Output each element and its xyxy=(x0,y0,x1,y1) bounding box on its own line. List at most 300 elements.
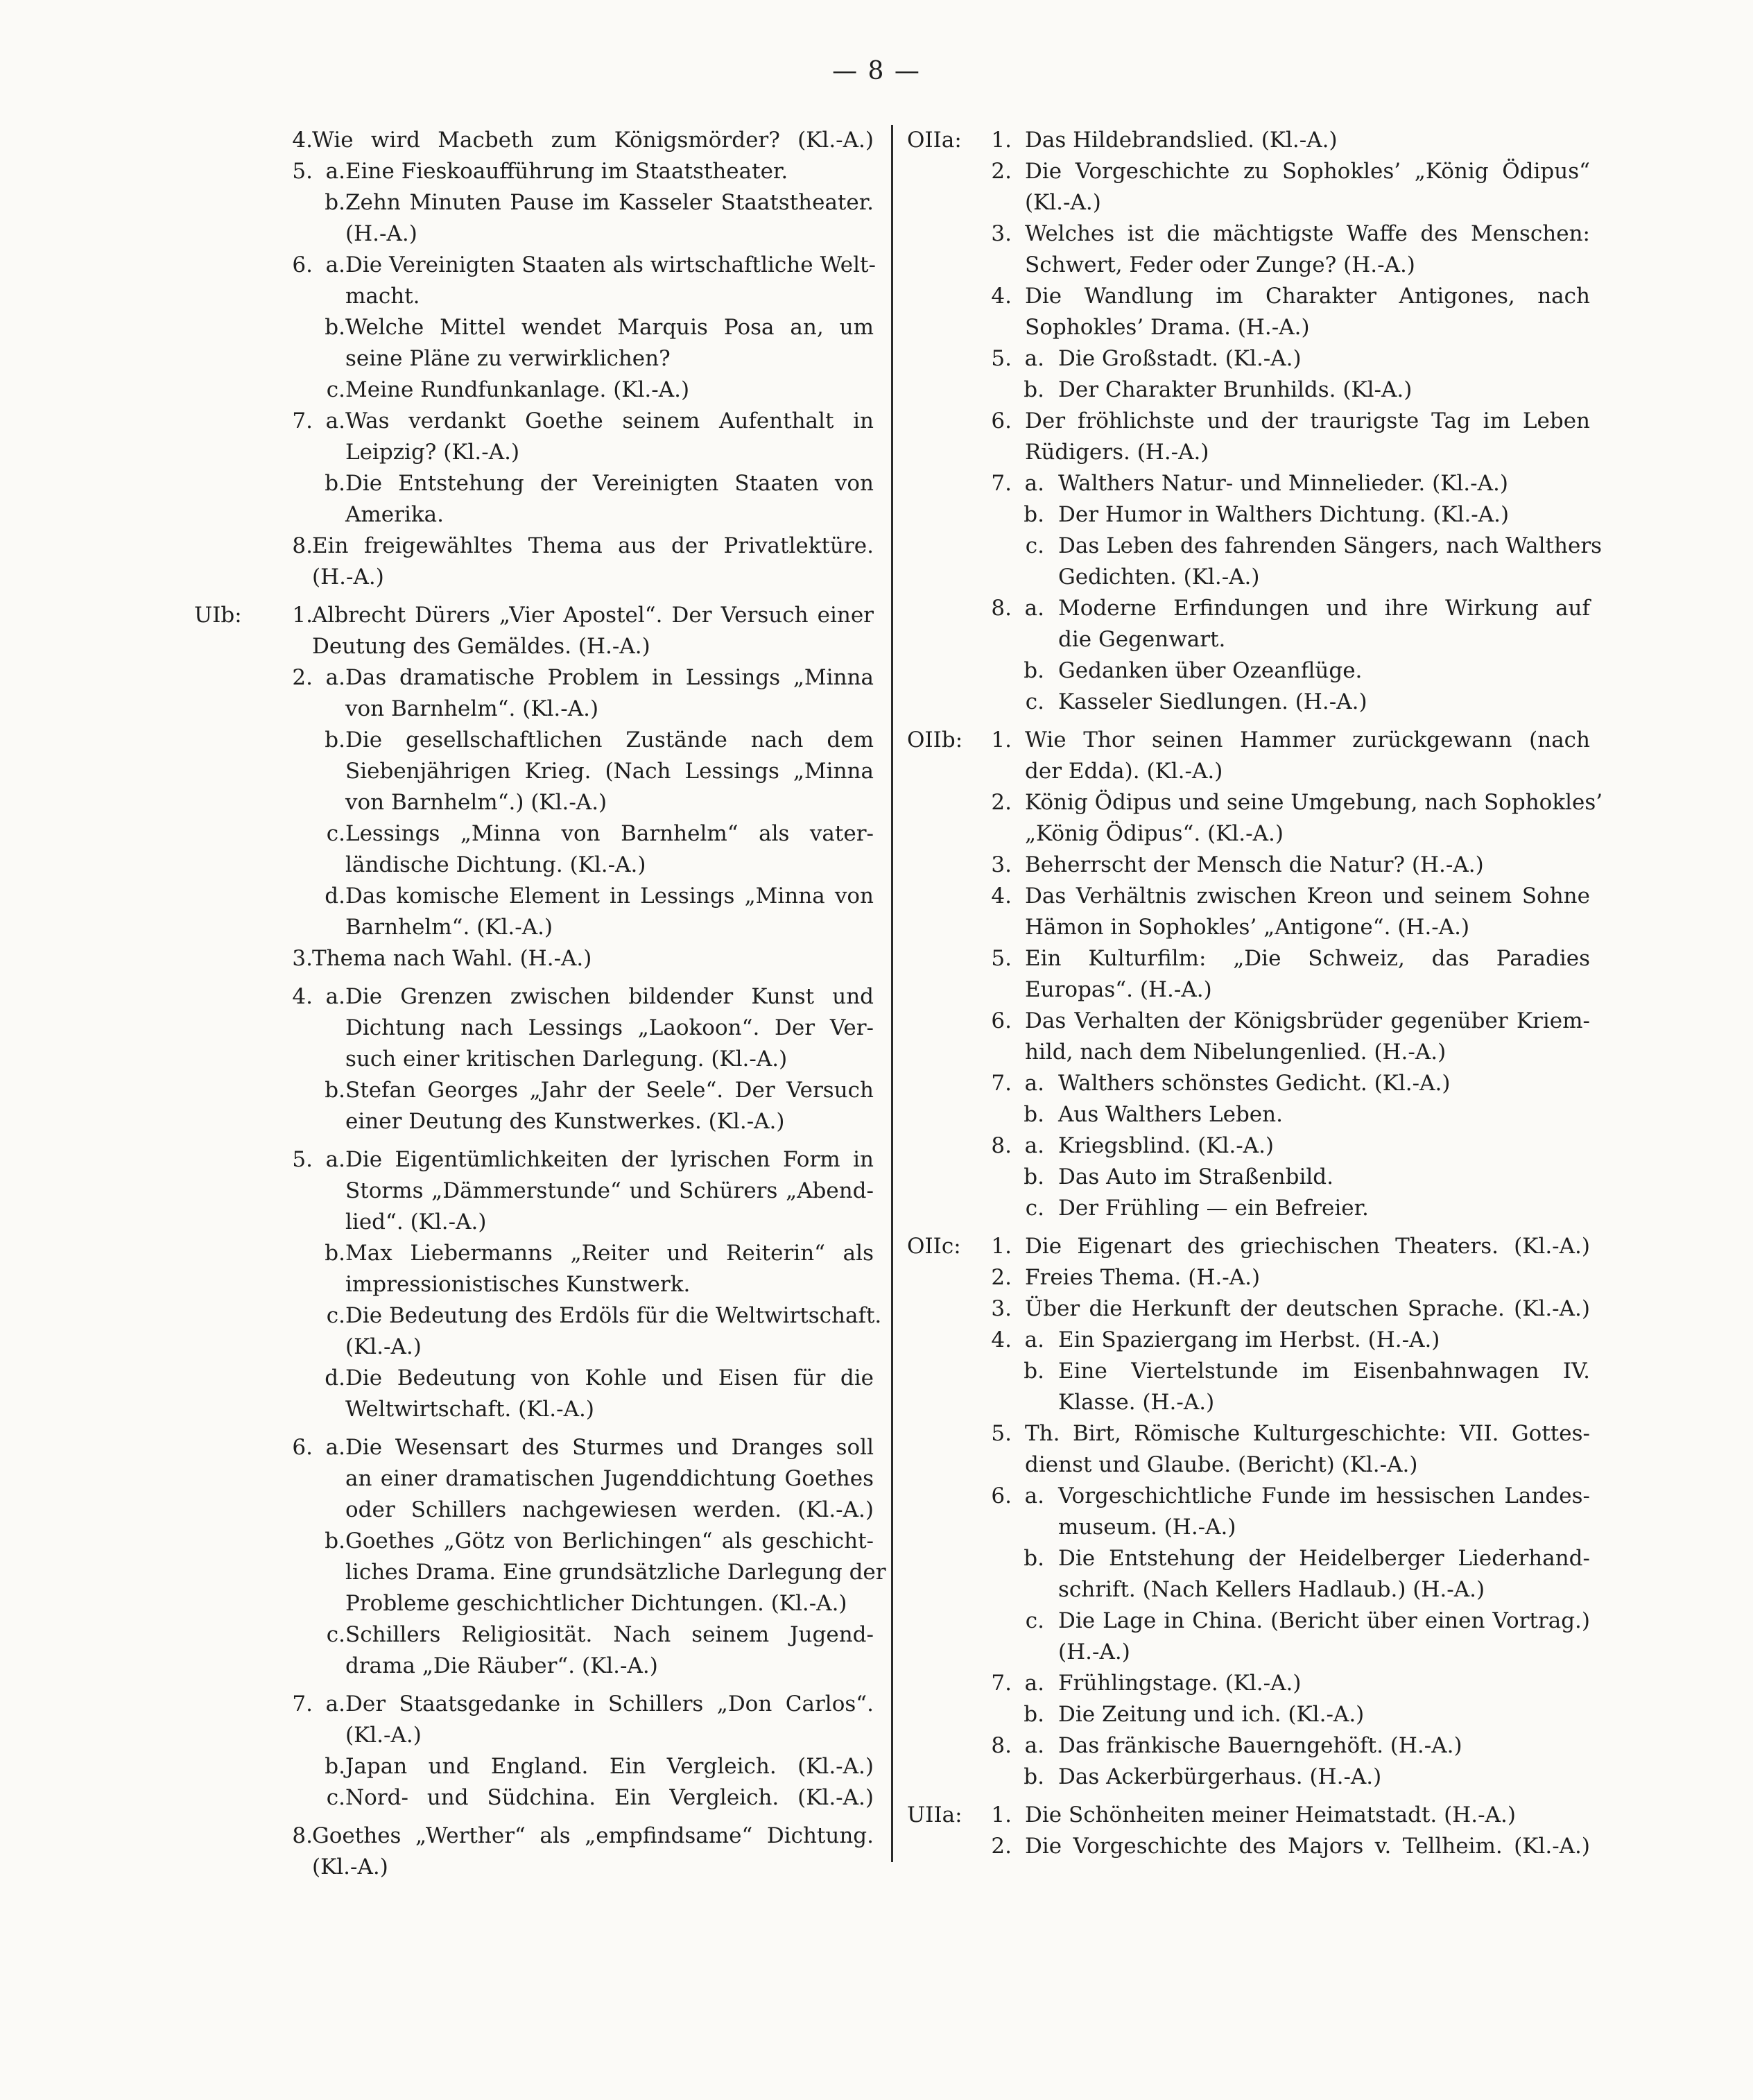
item-text: Stefan Georges „Jahr der Seele“. Der Versuch xyxy=(345,1078,874,1103)
item-text: Die Vorgeschichte zu Sophokles’ „König Ödipus“ xyxy=(1025,159,1590,184)
text-line xyxy=(194,156,874,187)
item-text: Über die Herkunft der deutschen Sprache. (Kl.-A.) xyxy=(1025,1296,1590,1321)
item-letter: b. xyxy=(325,1241,345,1266)
text-line xyxy=(907,1099,1590,1130)
item-text: (H.-A.) xyxy=(312,565,384,589)
item-text: Wie wird Macbeth zum Königsmörder? (Kl.-A.) xyxy=(312,128,874,153)
item-letter: a. xyxy=(325,665,345,690)
class-label: UIIa: xyxy=(907,1802,962,1827)
text-line xyxy=(907,1262,1590,1293)
text-line xyxy=(194,1238,874,1269)
text-line xyxy=(907,281,1590,312)
item-text: Schillers Religiosität. Nach seinem Jugend- xyxy=(345,1622,874,1647)
item-text: Der fröhlichste und der traurigste Tag im Leben xyxy=(1025,408,1590,433)
text-line xyxy=(194,981,874,1013)
item-text: hild, nach dem Nibelungenlied. (H.-A.) xyxy=(1025,1040,1447,1065)
text-line xyxy=(907,375,1590,406)
item-letter: a. xyxy=(325,1692,345,1716)
item-text: Vorgeschichtliche Funde im hessischen Landes- xyxy=(1058,1483,1590,1508)
item-number: 6. xyxy=(991,1483,1012,1508)
item-number: 8. xyxy=(991,596,1012,621)
item-text: Die Schönheiten meiner Heimatstadt. (H.-A.) xyxy=(1025,1802,1516,1827)
item-number: 3. xyxy=(991,221,1012,246)
text-line xyxy=(194,1269,874,1300)
item-text: impressionistisches Kunstwerk. xyxy=(345,1272,691,1297)
text-line xyxy=(194,1463,874,1495)
item-text: Th. Birt, Römische Kulturgeschichte: VII. Gottes- xyxy=(1025,1421,1590,1446)
item-letter: b. xyxy=(325,728,345,752)
item-text: (Kl.-A.) xyxy=(345,1723,422,1748)
item-number: 7. xyxy=(991,1671,1012,1696)
item-number: 6. xyxy=(292,1435,313,1460)
text-line xyxy=(907,1130,1590,1162)
item-text: Das Ackerbürgerhaus. (H.-A.) xyxy=(1058,1764,1382,1789)
text-line xyxy=(194,499,874,531)
text-line xyxy=(907,1037,1590,1068)
item-text: Die Eigenart des griechischen Theaters. (Kl.-A.) xyxy=(1025,1234,1590,1259)
text-line xyxy=(194,694,874,725)
text-line xyxy=(194,406,874,437)
text-line xyxy=(194,943,874,974)
item-text: Nord- und Südchina. Ein Vergleich. (Kl.-A.) xyxy=(345,1785,874,1810)
text-line xyxy=(907,756,1590,787)
text-line xyxy=(907,787,1603,818)
item-number: 6. xyxy=(991,1008,1012,1033)
text-line xyxy=(907,187,1590,218)
text-line xyxy=(194,1651,874,1682)
text-line xyxy=(907,1574,1590,1606)
text-line xyxy=(907,156,1590,187)
item-text: Das Leben des fahrenden Sängers, nach Walthers xyxy=(1058,533,1603,558)
item-text: Rüdigers. (H.-A.) xyxy=(1025,440,1209,465)
item-letter: b. xyxy=(1024,1702,1044,1727)
item-number: 4. xyxy=(991,1327,1012,1352)
text-line xyxy=(194,1751,874,1782)
text-line xyxy=(907,1449,1590,1481)
item-letter: b. xyxy=(325,1078,345,1103)
item-text: Max Liebermanns „Reiter und Reiterin“ als xyxy=(345,1241,874,1266)
text-line xyxy=(907,1293,1590,1325)
class-label: OIIb: xyxy=(907,728,963,752)
item-letter: b. xyxy=(325,190,345,215)
item-text: (Kl.-A.) xyxy=(312,1854,388,1879)
text-line xyxy=(907,912,1590,943)
item-letter: a. xyxy=(1024,1483,1044,1508)
item-text: die Gegenwart. xyxy=(1058,627,1226,652)
item-letter: a. xyxy=(325,1435,345,1460)
item-letter: c. xyxy=(1025,1608,1044,1633)
text-line xyxy=(194,1207,874,1238)
item-text: Eine Fieskoaufführung im Staatstheater. xyxy=(345,159,788,184)
item-letter: c. xyxy=(1025,533,1044,558)
item-text: Die Vereinigten Staaten als wirtschaftliche Welt- xyxy=(345,252,876,277)
text-line xyxy=(194,912,874,943)
class-label: UIb: xyxy=(194,603,242,628)
item-text: König Ödipus und seine Umgebung, nach Sophokles’ xyxy=(1025,790,1603,815)
text-line xyxy=(194,725,874,756)
item-number: 5. xyxy=(292,1147,313,1172)
text-line xyxy=(194,631,874,662)
item-letter: b. xyxy=(1024,1359,1044,1384)
item-letter: c. xyxy=(326,377,345,402)
item-number: 3. xyxy=(991,852,1012,877)
text-line xyxy=(907,125,1590,156)
item-letter: a. xyxy=(325,159,345,184)
class-label: OIIa: xyxy=(907,128,962,153)
right-column xyxy=(907,125,1603,1862)
item-text: Freies Thema. (H.-A.) xyxy=(1025,1265,1261,1290)
text-line xyxy=(194,531,874,562)
item-number: 1. xyxy=(292,603,313,628)
item-letter: c. xyxy=(326,1622,345,1647)
text-line xyxy=(907,818,1590,850)
item-letter: b. xyxy=(1024,658,1044,683)
item-text: Hämon in Sophokles’ „Antigone“. (H.-A.) xyxy=(1025,915,1470,940)
text-line xyxy=(194,1782,874,1814)
item-text: Ein Spaziergang im Herbst. (H.-A.) xyxy=(1058,1327,1440,1352)
item-text: Das Auto im Straßenbild. xyxy=(1058,1164,1333,1189)
item-text: Die Bedeutung von Kohle und Eisen für die xyxy=(345,1366,874,1391)
item-text: Die Entstehung der Vereinigten Staaten von xyxy=(345,471,874,496)
item-letter: b. xyxy=(1024,1102,1044,1127)
item-number: 1. xyxy=(991,1234,1012,1259)
item-letter: a. xyxy=(1024,1327,1044,1352)
item-text: museum. (H.-A.) xyxy=(1058,1515,1236,1540)
item-text: Das Verhalten der Königsbrüder gegenüber Kriem- xyxy=(1025,1008,1590,1033)
text-line xyxy=(194,281,874,312)
item-text: Der Frühling — ein Befreier. xyxy=(1058,1196,1369,1221)
item-text: Aus Walthers Leben. xyxy=(1058,1102,1283,1127)
item-letter: a. xyxy=(1024,1071,1044,1096)
item-number: 4. xyxy=(991,284,1012,309)
item-text: von Barnhelm“. (Kl.-A.) xyxy=(345,696,599,721)
text-line xyxy=(194,187,874,218)
item-text: Europas“. (H.-A.) xyxy=(1025,977,1212,1002)
item-letter: b. xyxy=(325,315,345,340)
item-text: Zehn Minuten Pause im Kasseler Staatstheater. xyxy=(345,190,874,215)
item-text: Das fränkische Bauerngehöft. (H.-A.) xyxy=(1058,1733,1462,1758)
text-line xyxy=(194,1106,874,1137)
item-text: (Kl.-A.) xyxy=(1025,190,1101,215)
item-text: Der Charakter Brunhilds. (Kl-A.) xyxy=(1058,377,1413,402)
item-text: Was verdankt Goethe seinem Aufenthalt in xyxy=(345,408,874,433)
item-text: dienst und Glaube. (Bericht) (Kl.-A.) xyxy=(1025,1452,1418,1477)
item-number: 4. xyxy=(292,128,313,153)
item-text: (H.-A.) xyxy=(1058,1639,1130,1664)
item-text: Die Zeitung und ich. (Kl.-A.) xyxy=(1058,1702,1365,1727)
text-line xyxy=(194,343,874,375)
text-line xyxy=(907,1831,1590,1862)
text-line xyxy=(194,1013,874,1044)
class-label: OIIc: xyxy=(907,1234,961,1259)
item-text: Das dramatische Problem in Lessings „Minna xyxy=(345,665,874,690)
item-text: Weltwirtschaft. (Kl.-A.) xyxy=(345,1397,594,1422)
text-line xyxy=(907,1193,1590,1224)
text-line xyxy=(194,1075,874,1106)
text-line xyxy=(194,1332,874,1363)
item-text: „König Ödipus“. (Kl.-A.) xyxy=(1025,821,1284,846)
text-line xyxy=(907,531,1603,562)
item-text: Die Eigentümlichkeiten der lyrischen Form in xyxy=(345,1147,874,1172)
text-line xyxy=(907,1730,1590,1762)
text-line xyxy=(194,1363,874,1394)
text-line xyxy=(907,1762,1590,1793)
left-column xyxy=(194,125,886,1883)
text-line xyxy=(194,1300,882,1332)
item-letter: b. xyxy=(1024,502,1044,527)
text-line xyxy=(907,1668,1590,1699)
item-number: 6. xyxy=(991,408,1012,433)
text-line xyxy=(907,1481,1590,1512)
item-text: Thema nach Wahl. (H.-A.) xyxy=(312,946,592,971)
text-line xyxy=(194,1394,874,1425)
item-text: Siebenjährigen Krieg. (Nach Lessings „Minna xyxy=(345,759,874,784)
item-text: Das komische Element in Lessings „Minna von xyxy=(345,884,874,909)
item-text: Japan und England. Ein Vergleich. (Kl.-A.) xyxy=(345,1754,874,1779)
text-line xyxy=(907,1800,1590,1831)
text-line xyxy=(194,1432,874,1463)
item-number: 7. xyxy=(991,1071,1012,1096)
item-text: Walthers Natur- und Minnelieder. (Kl.-A.) xyxy=(1058,471,1508,496)
text-line xyxy=(907,687,1590,718)
item-text: von Barnhelm“.) (Kl.-A.) xyxy=(345,790,607,815)
text-line xyxy=(194,1588,874,1619)
item-letter: d. xyxy=(325,884,345,909)
text-line xyxy=(907,1068,1590,1099)
text-line xyxy=(907,1231,1590,1262)
page-number: — 8 — xyxy=(832,57,921,85)
text-line xyxy=(907,850,1590,881)
item-number: 1. xyxy=(991,1802,1012,1827)
item-number: 6. xyxy=(292,252,313,277)
text-line xyxy=(194,1619,874,1651)
item-text: Das Verhältnis zwischen Kreon und seinem Sohne xyxy=(1025,884,1590,909)
text-line xyxy=(194,1176,874,1207)
item-number: 5. xyxy=(991,346,1012,371)
item-text: Gedanken über Ozeanflüge. xyxy=(1058,658,1363,683)
text-line xyxy=(194,1852,874,1883)
item-number: 8. xyxy=(991,1133,1012,1158)
item-text: lied“. (Kl.-A.) xyxy=(345,1210,487,1234)
item-text: ländische Dichtung. (Kl.-A.) xyxy=(345,852,646,877)
text-line xyxy=(907,562,1590,593)
item-text: Der Staatsgedanke in Schillers „Don Carlos“. xyxy=(345,1692,874,1716)
item-text: an einer dramatischen Jugenddichtung Goethes xyxy=(345,1466,874,1491)
text-line xyxy=(194,662,874,694)
text-line xyxy=(907,250,1590,281)
item-number: 7. xyxy=(292,408,313,433)
item-text: Leipzig? (Kl.-A.) xyxy=(345,440,520,465)
item-number: 5. xyxy=(991,1421,1012,1446)
item-number: 4. xyxy=(292,984,313,1009)
text-line xyxy=(194,1720,874,1751)
text-line xyxy=(907,1637,1590,1668)
item-letter: b. xyxy=(1024,1546,1044,1571)
text-line xyxy=(907,974,1590,1006)
item-text: Walthers schönstes Gedicht. (Kl.-A.) xyxy=(1058,1071,1451,1096)
text-line xyxy=(194,600,874,631)
text-line xyxy=(194,850,874,881)
item-letter: a. xyxy=(325,408,345,433)
text-line xyxy=(194,756,874,787)
item-letter: a. xyxy=(325,984,345,1009)
text-line xyxy=(907,1699,1590,1730)
text-line xyxy=(907,624,1590,655)
text-line xyxy=(907,1006,1590,1037)
text-line xyxy=(907,437,1590,468)
item-text: macht. xyxy=(345,284,420,309)
item-text: such einer kritischen Darlegung. (Kl.-A.) xyxy=(345,1047,788,1071)
item-text: schrift. (Nach Kellers Hadlaub.) (H.-A.) xyxy=(1058,1577,1485,1602)
item-text: Ein Kulturfilm: „Die Schweiz, das Paradies xyxy=(1025,946,1590,971)
item-letter: b. xyxy=(325,471,345,496)
item-letter: a. xyxy=(1024,1671,1044,1696)
text-line xyxy=(194,1144,874,1176)
item-text: Frühlingstage. (Kl.-A.) xyxy=(1058,1671,1302,1696)
text-line xyxy=(907,1512,1590,1543)
text-line xyxy=(907,312,1590,343)
item-text: Amerika. xyxy=(345,502,444,527)
item-text: Gedichten. (Kl.-A.) xyxy=(1058,565,1260,589)
text-line xyxy=(907,655,1590,687)
item-text: Sophokles’ Drama. (H.-A.) xyxy=(1025,315,1310,340)
item-number: 5. xyxy=(292,159,313,184)
text-line xyxy=(907,1162,1590,1193)
item-number: 8. xyxy=(292,1823,313,1848)
item-number: 4. xyxy=(991,884,1012,909)
item-letter: a. xyxy=(1024,1133,1044,1158)
text-line xyxy=(194,881,874,912)
item-text: seine Pläne zu verwirklichen? xyxy=(345,346,671,371)
item-number: 2. xyxy=(991,790,1012,815)
item-text: Lessings „Minna von Barnhelm“ als vater- xyxy=(345,821,874,846)
item-letter: a. xyxy=(1024,346,1044,371)
text-line xyxy=(194,125,874,156)
item-text: Albrecht Dürers „Vier Apostel“. Der Versuch einer xyxy=(312,603,874,628)
item-text: Deutung des Gemäldes. (H.-A.) xyxy=(312,634,650,659)
item-number: 8. xyxy=(991,1733,1012,1758)
text-line xyxy=(907,593,1590,624)
item-number: 2. xyxy=(991,159,1012,184)
text-line xyxy=(907,1418,1590,1449)
item-text: Welches ist die mächtigste Waffe des Menschen: xyxy=(1025,221,1590,246)
item-letter: c. xyxy=(326,1303,345,1328)
text-line xyxy=(907,1543,1590,1574)
text-line xyxy=(907,468,1590,499)
item-text: Wie Thor seinen Hammer zurückgewann (nach xyxy=(1025,728,1590,752)
item-letter: b. xyxy=(1024,1764,1044,1789)
text-line xyxy=(194,1557,886,1588)
item-number: 8. xyxy=(292,533,313,558)
item-text: liches Drama. Eine grundsätzliche Darlegung der xyxy=(345,1560,886,1585)
item-letter: b. xyxy=(1024,1164,1044,1189)
item-letter: a. xyxy=(1024,596,1044,621)
item-text: Storms „Dämmerstunde“ und Schürers „Abend- xyxy=(345,1178,874,1203)
item-text: Barnhelm“. (Kl.-A.) xyxy=(345,915,553,940)
item-text: Die Grenzen zwischen bildender Kunst und xyxy=(345,984,874,1009)
item-number: 2. xyxy=(292,665,313,690)
item-number: 7. xyxy=(292,1692,313,1716)
item-text: Kasseler Siedlungen. (H.-A.) xyxy=(1058,689,1367,714)
item-text: (H.-A.) xyxy=(345,221,417,246)
text-line xyxy=(194,218,874,250)
text-line xyxy=(194,468,874,499)
text-line xyxy=(194,1689,874,1720)
item-text: (Kl.-A.) xyxy=(345,1334,422,1359)
item-letter: b. xyxy=(325,1754,345,1779)
item-text: Welche Mittel wendet Marquis Posa an, um xyxy=(345,315,874,340)
text-line xyxy=(907,406,1590,437)
text-line xyxy=(194,787,874,818)
item-text: Die Wandlung im Charakter Antigones, nach xyxy=(1025,284,1590,309)
item-text: Die Lage in China. (Bericht über einen Vortrag.) xyxy=(1058,1608,1590,1633)
item-text: Klasse. (H.-A.) xyxy=(1058,1390,1215,1415)
item-text: Meine Rundfunkanlage. (Kl.-A.) xyxy=(345,377,690,402)
text-line xyxy=(907,725,1590,756)
item-text: oder Schillers nachgewiesen werden. (Kl.-A.) xyxy=(345,1497,874,1522)
text-line xyxy=(907,499,1590,531)
item-text: Kriegsblind. (Kl.-A.) xyxy=(1058,1133,1275,1158)
text-line xyxy=(907,1387,1590,1418)
text-line xyxy=(907,343,1590,375)
item-text: Probleme geschichtlicher Dichtungen. (Kl.-A.) xyxy=(345,1591,847,1616)
item-letter: b. xyxy=(1024,377,1044,402)
item-text: Die Wesensart des Sturmes und Dranges soll xyxy=(345,1435,874,1460)
item-number: 2. xyxy=(991,1265,1012,1290)
text-line xyxy=(194,1044,874,1075)
item-letter: b. xyxy=(325,1529,345,1554)
item-text: Schwert, Feder oder Zunge? (H.-A.) xyxy=(1025,252,1415,277)
item-text: Beherrscht der Mensch die Natur? (H.-A.) xyxy=(1025,852,1484,877)
item-text: Goethes „Götz von Berlichingen“ als geschicht- xyxy=(345,1529,874,1554)
item-text: Goethes „Werther“ als „empfindsame“ Dichtung. xyxy=(312,1823,874,1848)
item-letter: a. xyxy=(325,1147,345,1172)
item-letter: a. xyxy=(1024,471,1044,496)
item-text: Der Humor in Walthers Dichtung. (Kl.-A.) xyxy=(1058,502,1510,527)
item-number: 1. xyxy=(991,728,1012,752)
item-number: 2. xyxy=(991,1834,1012,1859)
item-letter: a. xyxy=(1024,1733,1044,1758)
item-text: Dichtung nach Lessings „Laokoon“. Der Ver- xyxy=(345,1015,874,1040)
text-line xyxy=(194,250,874,281)
text-line xyxy=(194,437,874,468)
item-text: der Edda). (Kl.-A.) xyxy=(1025,759,1223,784)
text-line xyxy=(194,375,874,406)
item-number: 5. xyxy=(991,946,1012,971)
item-text: Die Entstehung der Heidelberger Liederhand- xyxy=(1058,1546,1590,1571)
item-letter: c. xyxy=(1025,1196,1044,1221)
item-number: 3. xyxy=(292,946,313,971)
text-line xyxy=(194,1821,874,1852)
item-text: Die Bedeutung des Erdöls für die Weltwirtschaft. xyxy=(345,1303,882,1328)
item-letter: d. xyxy=(325,1366,345,1391)
item-letter: c. xyxy=(326,821,345,846)
item-text: einer Deutung des Kunstwerkes. (Kl.-A.) xyxy=(345,1109,785,1134)
text-line xyxy=(194,312,874,343)
item-number: 1. xyxy=(991,128,1012,153)
text-line xyxy=(194,562,874,593)
item-text: Das Hildebrandslied. (Kl.-A.) xyxy=(1025,128,1338,153)
text-line xyxy=(194,1526,874,1557)
text-line xyxy=(194,818,874,850)
column-divider xyxy=(891,125,893,1862)
item-letter: a. xyxy=(325,252,345,277)
item-letter: c. xyxy=(326,1785,345,1810)
item-text: Die gesellschaftlichen Zustände nach dem xyxy=(345,728,874,752)
text-line xyxy=(907,881,1590,912)
item-text: Moderne Erfindungen und ihre Wirkung auf xyxy=(1058,596,1590,621)
item-number: 3. xyxy=(991,1296,1012,1321)
